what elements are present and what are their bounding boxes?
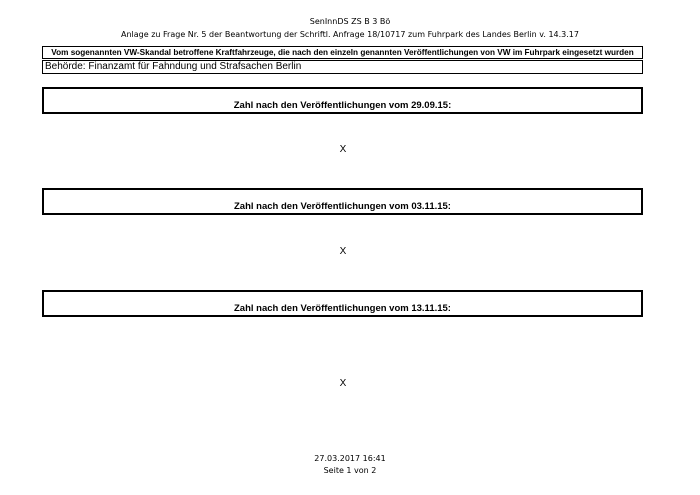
section-value-2: X xyxy=(339,246,347,257)
footer-page-number: Seite 1 von 2 xyxy=(323,466,377,475)
header-line-1: SenInnDS ZS B 3 Bö xyxy=(309,17,391,26)
authority-label: Behörde: Finanzamt für Fahndung und Strafsachen Berlin xyxy=(42,60,643,74)
section-value-3: X xyxy=(339,378,347,389)
section-value-1: X xyxy=(339,144,347,155)
header-line-2: Anlage zu Frage Nr. 5 der Beantwortung der Schriftl. Anfrage 18/10717 zum Fuhrpark des Landes Berlin v. 14.3.17 xyxy=(121,30,579,39)
section-heading-2: Zahl nach den Veröffentlichungen vom 03.11.15: xyxy=(42,188,643,215)
footer-timestamp: 27.03.2017 16:41 xyxy=(314,454,386,463)
section-heading-3: Zahl nach den Veröffentlichungen vom 13.11.15: xyxy=(42,290,643,317)
table-title: Vom sogenannten VW-Skandal betroffene Kraftfahrzeuge, die nach den einzeln genannten Veröffentlichungen von VW im Fuhrpark eingesetzt wurden xyxy=(42,46,643,59)
section-heading-1: Zahl nach den Veröffentlichungen vom 29.09.15: xyxy=(42,87,643,114)
